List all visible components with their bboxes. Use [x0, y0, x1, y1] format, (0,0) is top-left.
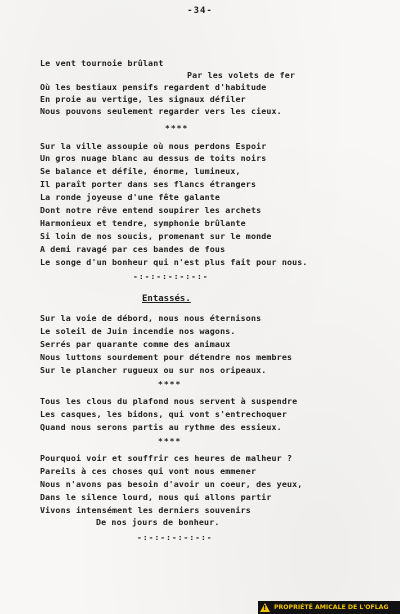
poem-line: Où les bestiaux pensifs regardent d'habitude [40, 82, 267, 92]
poem-line: Dans le silence lourd, nous qui allons partir [40, 492, 272, 502]
poem-line: Sur la ville assoupie où nous perdons Espoir [40, 141, 267, 151]
warning-icon [260, 603, 270, 612]
star-separator: **** [158, 437, 182, 446]
dash-separator: -:-:-:-:-:-:- [133, 272, 209, 281]
star-separator: **** [165, 124, 189, 133]
poem-line: Le songe d'un bonheur qui n'est plus fait pour nous. [40, 257, 308, 267]
poem-line: La ronde joyeuse d'une fête galante [40, 192, 221, 202]
poem-line: Pourquoi voir et souffrir ces heures de malheur ? [40, 453, 293, 463]
section-title: Entassés. [142, 294, 191, 304]
star-separator: **** [158, 380, 182, 389]
poem-line: Un gros nuage blanc au dessus de toits noirs [40, 153, 267, 163]
dash-separator: -:-:-:-:-:-:- [137, 533, 213, 542]
poem-line: Dont notre rêve entend soupirer les archets [40, 205, 262, 215]
poem-line: Harmonieux et tendre, symphonie brûlante [40, 218, 246, 228]
poem-line: Le soleil de Juin incendie nos wagons. [40, 326, 236, 336]
poem-line: Par les volets de fer [187, 70, 296, 80]
poem-line: Nous pouvons seulement regarder vers les cieux. [40, 106, 282, 116]
poem-line: Sur la voie de débord, nous nous éternisons [40, 313, 262, 323]
poem-line: Nous luttons sourdement pour détendre nos membres [40, 352, 293, 362]
poem-line: Il paraît porter dans ses flancs étrangers [40, 179, 257, 189]
poem-line: En proie au vertige, les signaux défiler [40, 94, 246, 104]
poem-line: Tous les clous du plafond nous servent à suspendre [40, 396, 298, 406]
ownership-banner [258, 601, 400, 614]
poem-line: Si loin de nos soucis, promenant sur le monde [40, 231, 272, 241]
poem-line: Quand nous serons partis au rythme des essieux. [40, 422, 282, 432]
poem-line: Serrés par quarante comme des animaux [40, 339, 231, 349]
page-number: -34- [187, 6, 213, 16]
poem-line: Le vent tournoie brûlant [40, 58, 164, 68]
poem-line: Nous n'avons pas besoin d'avoir un coeur, des yeux, [40, 479, 303, 489]
poem-line: Les casques, les bidons, qui vont s'entrechoquer [40, 409, 287, 419]
poem-line: Pareils à ces choses qui vont nous emmener [40, 466, 257, 476]
poem-line: A demi ravagé par ces bandes de fous [40, 244, 226, 254]
ownership-text: PROPRIÉTÉ AMICALE DE L'OFLAG [274, 604, 389, 611]
poem-line: De nos jours de bonheur. [96, 517, 220, 527]
poem-line: Vivons intensément les derniers souvenirs [40, 505, 251, 515]
poem-line: Sur le plancher rugueux ou sur nos oripeaux. [40, 365, 267, 375]
poem-line: Se balance et défile, énorme, lumineux, [40, 166, 241, 176]
